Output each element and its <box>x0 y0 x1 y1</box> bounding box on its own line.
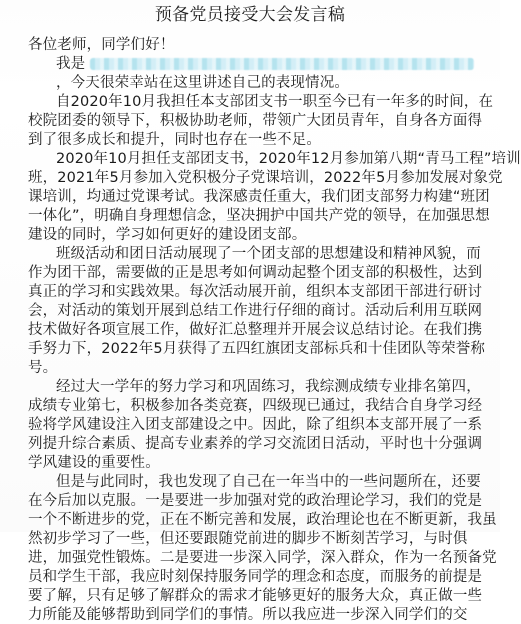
paragraph-line: 手努力下，2022年5月获得了五四红旗团支部标兵和十佳团队等荣誉称 <box>28 341 486 357</box>
paragraph-line: 进，加强党性锻炼。二是要进一步深入同学，深入群众，作为一名预备党 <box>28 550 497 566</box>
paragraph-line: 在今后加以克服。一是要进一步加强对党的政治理论学习，我们的党是 <box>28 493 483 509</box>
paragraph-line: 验将学风建设注入团支部建设之中。因此，除了组织本支部开展了一系 <box>28 417 483 433</box>
paragraph-line: 自2020年10月我担任本支部团支书一职至今已有一年多的时间，在 <box>56 94 494 110</box>
intro-line: 我是 <box>56 56 86 72</box>
paragraph-line: 成绩专业第七，积极参加各类竞赛，四级现已通过，我结合自身学习经 <box>28 398 483 414</box>
paragraph-line: 作为团干部，需要做的正是思考如何调动起整个团支部的积极性，达到 <box>28 265 483 281</box>
paragraph-line: 建设的同时，学习如何更好的建设团支部。 <box>28 227 307 243</box>
paragraph-line: 一体化”，明确自身理想信念，坚决拥护中国共产党的领导，在加强思想 <box>28 208 490 224</box>
paragraph-line: 2020年10月担任支部团支书，2020年12月参加第八期“青马工程”培训 <box>56 151 521 167</box>
paragraph-line: 一个不断进步的党，正在不断完善和发展，政治理论也在不断更新，我虽 <box>28 512 497 528</box>
paragraph-line: 号。 <box>28 360 58 376</box>
paragraph-line: 力所能及能够帮助到同学们的事情。所以我应进一步深入同学们的交 <box>28 607 468 623</box>
paragraph-line: 然初步学习了一些，但还要跟随党前进的脚步不断刻苦学习，与时俱 <box>28 531 468 547</box>
paragraph-line: 班级活动和团日活动展现了一个团支部的思想建设和精神风貌，而 <box>56 246 481 262</box>
paragraph-line: 班，2021年5月参加入党积极分子党课培训，2022年5月参加发展对象党 <box>28 170 503 186</box>
paragraph-line: 要了解，只有足够了解群众的需求才能够更好的服务大众，真正做一些 <box>28 588 483 604</box>
paragraph-line: 技术做好各项宣展工作，做好汇总整理并开展会议总结讨论。在我们携 <box>28 322 483 338</box>
paragraph-line: 校院团委的领导下，积极协助老师，带领广大团员青年，自身各方面得 <box>28 113 483 129</box>
paragraph-line: 会，对活动的策划开展到总结工作进行仔细的商讨。活动后利用互联网 <box>28 303 483 319</box>
greeting-line: 各位老师，同学们好！ <box>28 37 175 53</box>
redacted-name-blur <box>90 58 474 70</box>
paragraph-line: 真正的学习和实践效果。每次活动展开前，组织本支部团干部进行研讨 <box>28 284 483 300</box>
paragraph-line: 员和学生干部，我应时刻保持服务同学的理念和态度，而服务的前提是 <box>28 569 483 585</box>
paragraph-line: 但是与此同时，我也发现了自己在一年当中的一些问题所在，还要 <box>56 474 481 490</box>
paragraph-line: 课培训，均通过党课考试。我深感责任重大，我们团支部努力构建“班团 <box>28 189 490 205</box>
paragraph-line: 列提升综合素质、提高专业素养的学习交流团日活动，平时也十分强调 <box>28 436 483 452</box>
page-title: 预备党员接受大会发言稿 <box>154 5 346 25</box>
paragraph-line: 到了很多成长和提升，同时也存在一些不足。 <box>28 132 321 148</box>
paragraph-line: 学风建设的重要性。 <box>28 455 160 471</box>
intro-line-continued: ，今天很荣幸站在这里讲述自己的表现情况。 <box>56 75 349 91</box>
paragraph-line: 经过大一学年的努力学习和巩固练习，我综测成绩专业排名第四， <box>56 379 481 395</box>
